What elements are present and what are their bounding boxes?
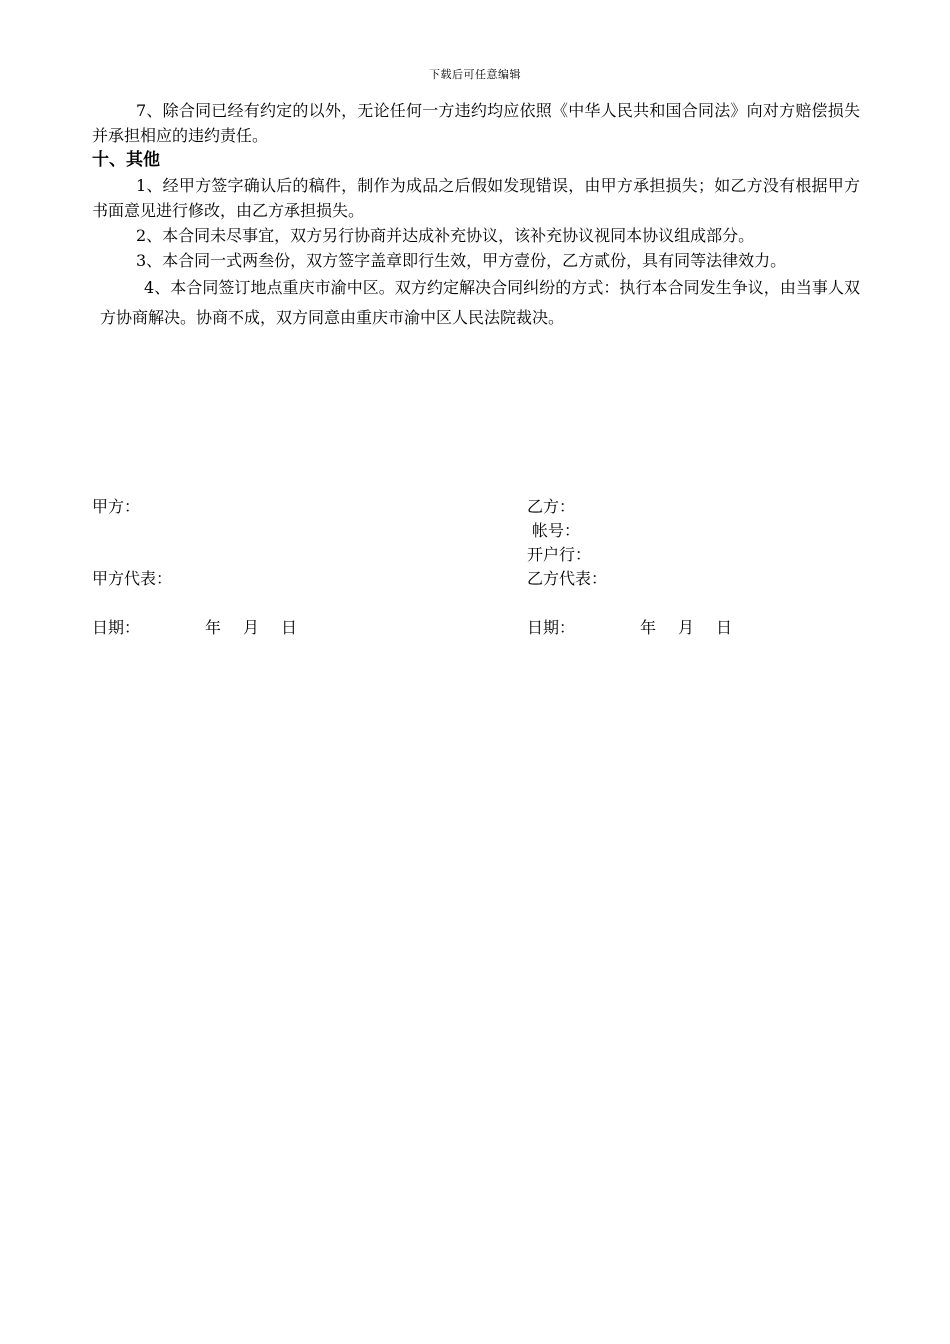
party-a-date-row	[92, 616, 492, 640]
party-a-signature	[92, 495, 492, 640]
party-a-month: 月	[243, 618, 260, 637]
party-a-rep-label: 甲方代表：	[92, 569, 173, 588]
party-b-rep-label: 乙方代表：	[527, 569, 608, 588]
party-b-gap	[527, 591, 860, 616]
section-10-heading: 十、其他	[92, 150, 160, 170]
other-item-2: 2、本合同未尽事宜，双方另行协商并达成补充协议，该补充协议视同本协议组成部分。	[136, 226, 755, 245]
other-item-4: 4、本合同签订地点重庆市渝中区。双方约定解决合同纠纷的方式：执行本合同发生争议，由当事人双方协商解决。协商不成，双方同意由重庆市渝中区人民法院裁决。	[100, 278, 860, 327]
party-a-year: 年	[205, 618, 222, 637]
other-item-3: 3、本合同一式两叁份，双方签字盖章即行生效，甲方壹份，乙方贰份，具有同等法律效力。	[136, 251, 787, 270]
contract-body	[92, 98, 860, 333]
party-b-date-row	[527, 616, 860, 640]
party-a-label: 甲方：	[92, 497, 141, 516]
clause-7: 7、除合同已经有约定的以外，无论任何一方违约均应依照《中华人民共和国合同法》向对方赔偿损失并承担相应的违约责任。	[92, 101, 860, 145]
party-a-gap	[92, 591, 492, 616]
party-b-year: 年	[640, 618, 657, 637]
party-a-spacer-1	[92, 519, 492, 543]
party-a-spacer-2	[92, 543, 492, 567]
party-b-account-label: 帐号：	[532, 521, 581, 540]
party-a-day: 日	[281, 618, 298, 637]
header-note: 下载后可任意编辑	[429, 68, 521, 81]
other-item-1: 1、经甲方签字确认后的稿件，制作为成品之后假如发现错误，由甲方承担损失；如乙方没有根据甲方书面意见进行修改，由乙方承担损失。	[92, 176, 860, 220]
party-b-date-label: 日期：	[527, 618, 576, 637]
party-a-date-label: 日期：	[92, 618, 141, 637]
party-b-bank-label: 开户行：	[527, 545, 592, 564]
party-b-signature	[527, 495, 860, 640]
party-b-day: 日	[716, 618, 733, 637]
party-b-label: 乙方：	[527, 497, 576, 516]
party-b-month: 月	[678, 618, 695, 637]
